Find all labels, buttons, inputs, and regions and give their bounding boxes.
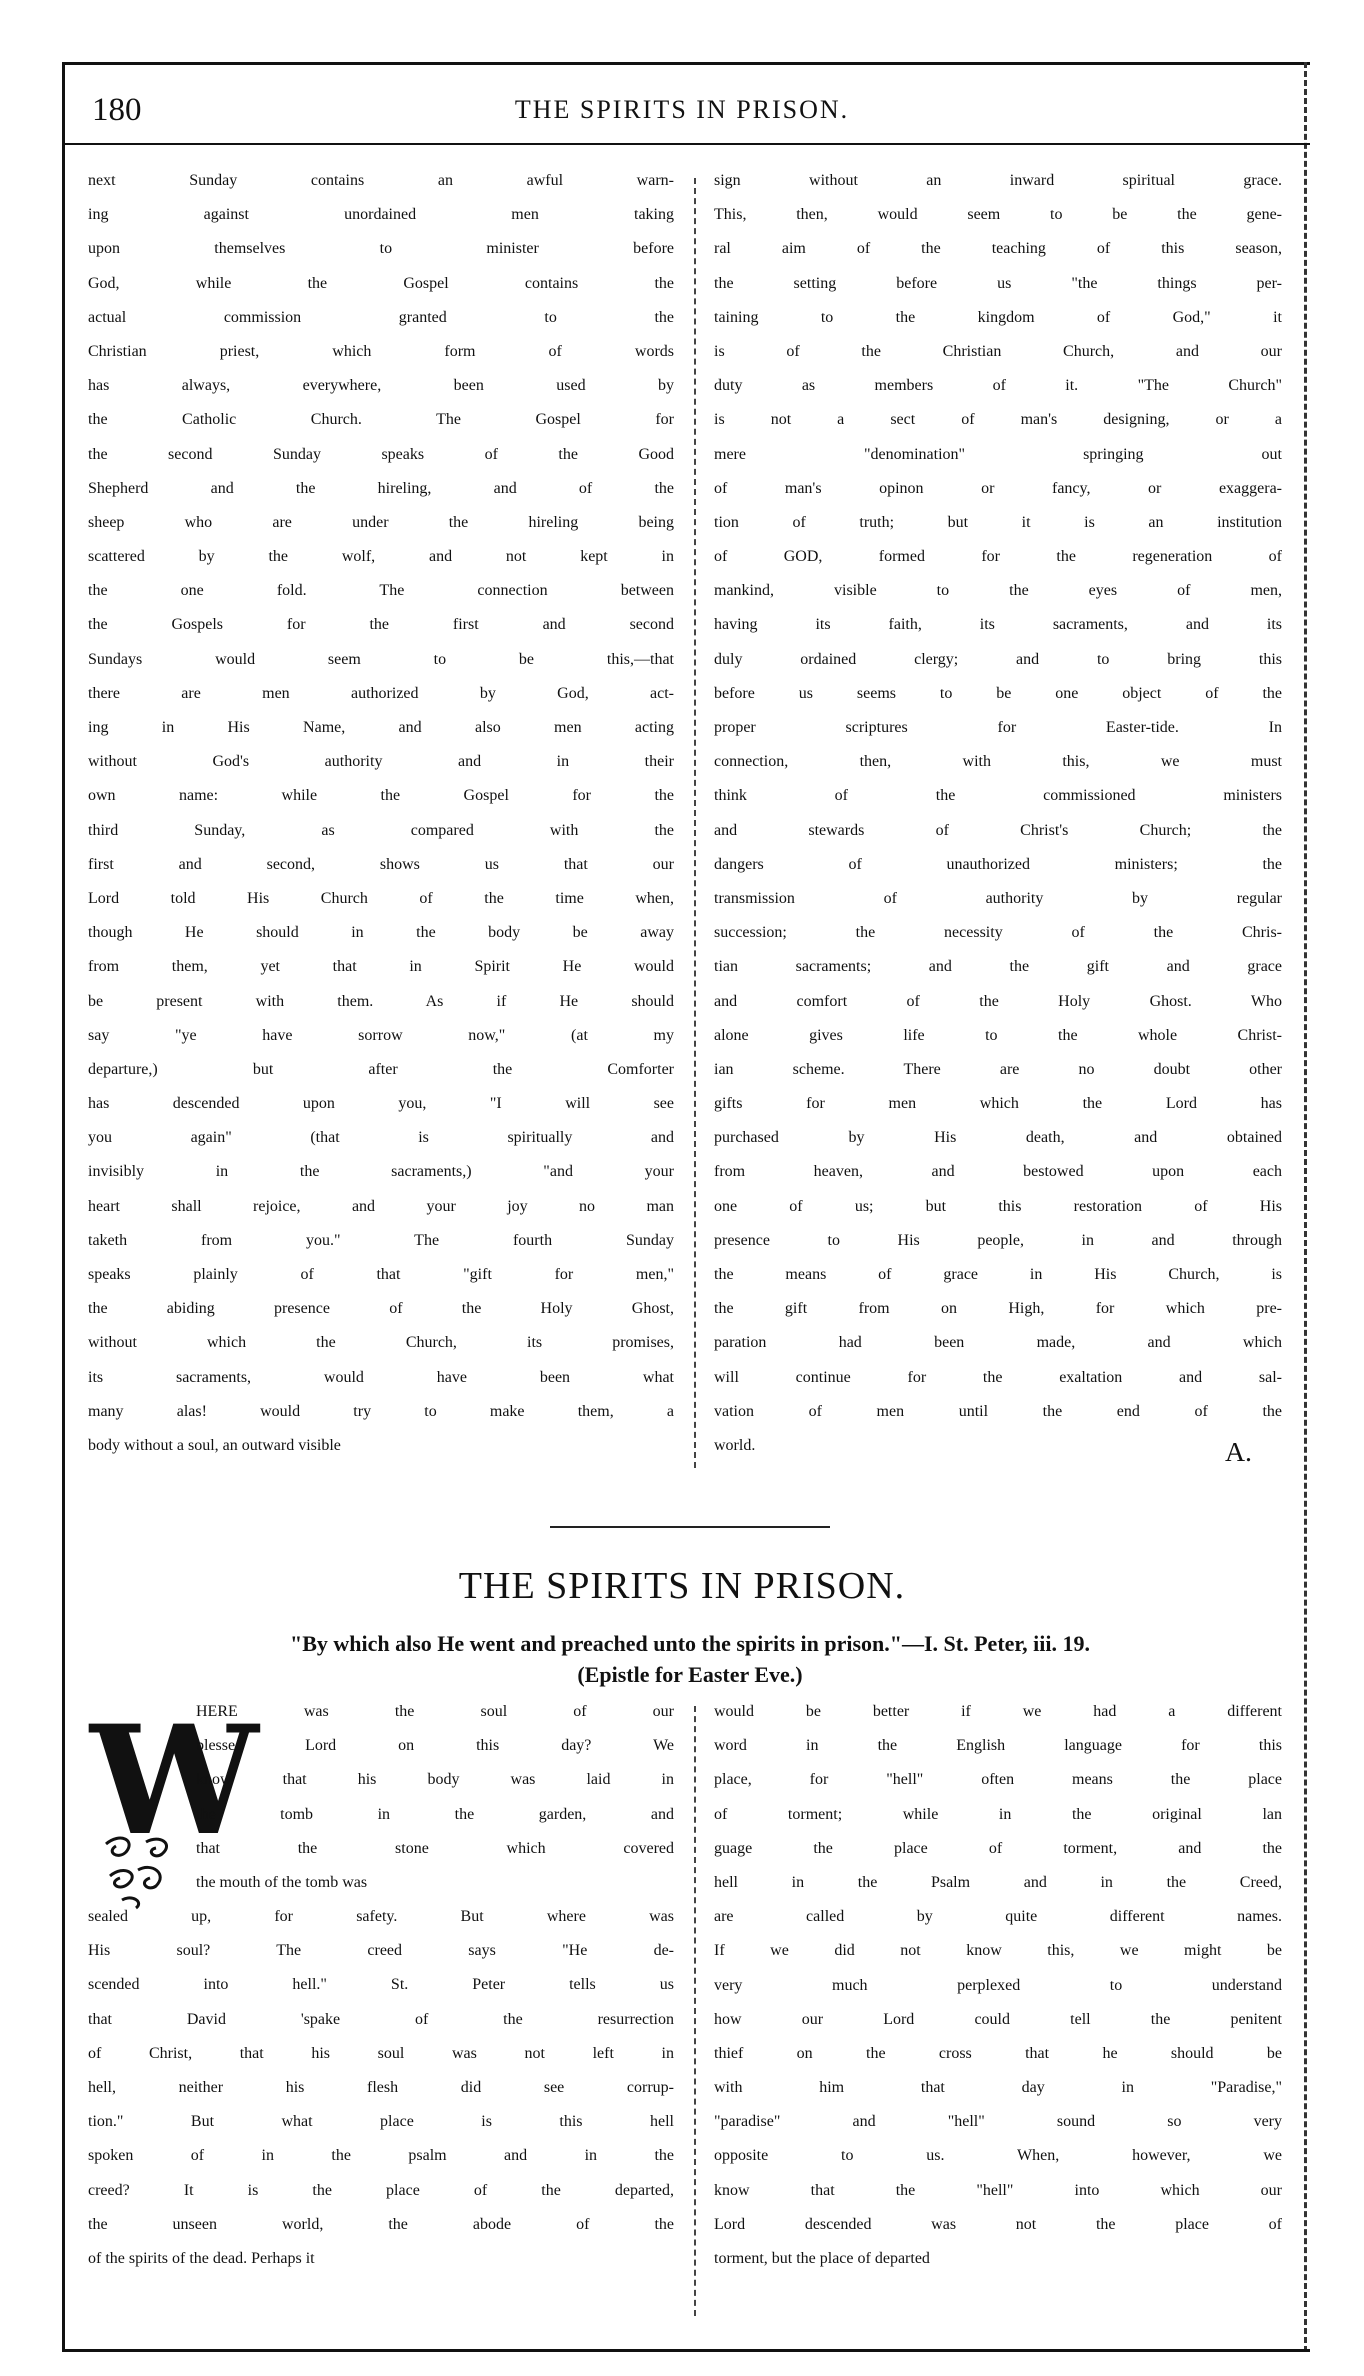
text-line: you again" (that is spiritually and (88, 1129, 674, 1147)
text-line: there are men authorized by God, act- (88, 684, 674, 702)
text-line: guage the place of torment, and the (714, 1839, 1282, 1857)
text-line: mere "denomination" springing out (714, 445, 1282, 463)
text-line: speaks plainly of that "gift for men," (88, 1266, 674, 1283)
text-line: presence to His people, in and through (714, 1231, 1282, 1249)
text-line: before us seems to be one object of the (714, 684, 1282, 702)
text-line: will continue for the exaltation and sal- (714, 1368, 1282, 1386)
text-line: of the spirits of the dead. Perhaps it (88, 2249, 315, 2267)
page-number: 180 (92, 92, 142, 128)
previous-article-right-column (714, 172, 1282, 1471)
text-line: the means of grace in His Church, is (714, 1266, 1282, 1283)
text-line: connection, then, with this, we must (714, 753, 1282, 771)
article-right-column (714, 1703, 1282, 2284)
text-line: though He should in the body be away (88, 924, 674, 942)
text-line: duty as members of it. "The Church" (714, 377, 1282, 395)
text-line: place, for "hell" often means the place (714, 1771, 1282, 1789)
text-line: how our Lord could tell the penitent (714, 2010, 1282, 2028)
text-line: scattered by the wolf, and not kept in (88, 548, 674, 566)
text-line: scended into hell." St. Peter tells us (88, 1976, 674, 1994)
text-line: first and second, shows us that our (88, 855, 674, 873)
text-line: one of us; but this restoration of His (714, 1197, 1282, 1215)
text-line: with him that day in "Paradise," (714, 2079, 1282, 2097)
text-line: having its faith, its sacraments, and its (714, 616, 1282, 634)
text-line: is not a sect of man's designing, or a (714, 411, 1282, 429)
text-line: taketh from you." The fourth Sunday (88, 1231, 674, 1249)
text-line: proper scriptures for Easter-tide. In (714, 719, 1282, 736)
text-line: tian sacraments; and the gift and grace (714, 958, 1282, 976)
epigraph-quote: "By which also He went and preached unto the spirits in prison."—I. St. Peter, iii. 19. (290, 1631, 1090, 1656)
text-line: has descended upon you, "I will see (88, 1095, 674, 1113)
text-line: gifts for men which the Lord has (714, 1095, 1282, 1113)
text-line: and comfort of the Holy Ghost. Who (714, 992, 1282, 1010)
text-line: "paradise" and "hell" sound so very (714, 2113, 1282, 2131)
text-line: blessed Lord on this day? We (196, 1737, 674, 1755)
text-line: the one fold. The connection between (88, 582, 674, 600)
text-line: ing in His Name, and also men acting (88, 719, 674, 736)
page-border-left (62, 62, 65, 2352)
drop-cap: W (90, 1693, 259, 1869)
text-line: transmission of authority by regular (714, 889, 1282, 907)
section-rule (550, 1526, 830, 1528)
article-opening-lines (196, 1703, 674, 1908)
article-left-column (88, 1908, 674, 2284)
text-line: spoken of in the psalm and in the (88, 2147, 674, 2165)
text-line: of man's opinon or fancy, or exaggera- (714, 479, 1282, 497)
text-line: actual commission granted to the (88, 308, 674, 326)
running-head: THE SPIRITS IN PRISON. (514, 95, 850, 124)
text-line: the Gospels for the first and second (88, 616, 674, 634)
text-line: If we did not know this, we might be (714, 1942, 1282, 1960)
text-line: the Catholic Church. The Gospel for (88, 411, 674, 429)
text-line: of torment; while in the original lan (714, 1805, 1282, 1823)
text-line: upon themselves to minister before (88, 240, 674, 258)
text-line: think of the commissioned ministers (714, 787, 1282, 805)
text-line: purchased by His death, and obtained (714, 1129, 1282, 1147)
text-line: the abiding presence of the Holy Ghost, (88, 1300, 674, 1318)
text-line: word in the English language for this (714, 1737, 1282, 1755)
text-line: tion." But what place is this hell (88, 2113, 674, 2131)
text-line: God, while the Gospel contains the (88, 274, 674, 292)
text-line: third Sunday, as compared with the (88, 821, 674, 839)
article-title: THE SPIRITS IN PRISON. (458, 1565, 906, 1607)
page-border-right (1304, 62, 1307, 2352)
author-signature: A. (1224, 1436, 1252, 1468)
text-line: Lord descended was not the place of (714, 2215, 1282, 2233)
drop-cap-ornament-icon (96, 1830, 180, 1910)
text-line: know that his body was laid in (196, 1771, 674, 1789)
text-line: creed? It is the place of the departed, (88, 2181, 674, 2199)
text-line: Shepherd and the hireling, and of the (88, 479, 674, 497)
text-line: invisibly in the sacraments,) "and your (88, 1163, 674, 1181)
text-line: sign without an inward spiritual grace. (714, 172, 1282, 189)
text-line: alone gives life to the whole Christ- (714, 1026, 1282, 1044)
text-line: opposite to us. When, however, we (714, 2147, 1282, 2165)
text-line: thief on the cross that he should be (714, 2044, 1282, 2062)
text-line: the second Sunday speaks of the Good (88, 445, 674, 463)
text-line: that the stone which covered (196, 1839, 674, 1857)
text-line: Lord told His Church of the time when, (88, 889, 674, 907)
page-border-top (62, 62, 1310, 65)
text-line: dangers of unauthorized ministers; the (714, 855, 1282, 873)
text-line: This, then, would seem to be the gene- (714, 206, 1282, 224)
text-line: say "ye have sorrow now," (at my (88, 1026, 674, 1044)
text-line: world. A. (714, 1436, 1252, 1468)
text-line: taining to the kingdom of God," it (714, 308, 1282, 326)
text-line: Sundays would seem to be this,—that (88, 650, 674, 668)
epigraph-source: (Epistle for Easter Eve.) (577, 1662, 803, 1687)
text-line: has always, everywhere, been used by (88, 377, 674, 395)
text-line: hell, neither his flesh did see corrup- (88, 2078, 674, 2096)
text-line: from them, yet that in Spirit He would (88, 958, 674, 976)
text-line: succession; the necessity of the Chris- (714, 924, 1282, 942)
text-line: own name: while the Gospel for the (88, 787, 674, 805)
text-line: its sacraments, would have been what (88, 1368, 674, 1386)
text-line: duly ordained clergy; and to bring this (714, 650, 1282, 668)
text-line: without God's authority and in their (88, 753, 674, 771)
text-line: ing against unordained men taking (88, 206, 674, 224)
text-line: hell in the Psalm and in the Creed, (714, 1873, 1282, 1891)
text-line: His soul? The creed says "He de- (88, 1942, 674, 1960)
text-line: the setting before us "the things per- (714, 274, 1282, 292)
text-line: would be better if we had a different (714, 1703, 1282, 1720)
text-line: mankind, visible to the eyes of men, (714, 582, 1282, 600)
text-line: next Sunday contains an awful warn- (88, 172, 674, 189)
text-line: of GOD, formed for the regeneration of (714, 548, 1282, 566)
text-line: that David 'spake of the resurrection (88, 2010, 674, 2028)
text-line: torment, but the place of departed (714, 2250, 930, 2267)
text-line: without which the Church, its promises, (88, 1334, 674, 1352)
epigraph (110, 1628, 1270, 1690)
text-line: vation of men until the end of the (714, 1402, 1282, 1420)
text-line: the gift from on High, for which pre- (714, 1300, 1282, 1318)
text-line: HERE was the soul of our (196, 1703, 674, 1720)
text-line: the tomb in the garden, and (196, 1805, 674, 1823)
text-line: be present with them. As if He should (88, 992, 674, 1010)
text-line: ian scheme. There are no doubt other (714, 1060, 1282, 1078)
text-line: tion of truth; but it is an institution (714, 513, 1282, 531)
header-rule (62, 143, 1310, 145)
text-line: many alas! would try to make them, a (88, 1402, 674, 1420)
text-line: body without a soul, an outward visible (88, 1436, 341, 1454)
previous-article-left-column (88, 172, 674, 1471)
text-line: heart shall rejoice, and your joy no man (88, 1197, 674, 1215)
text-line: are called by quite different names. (714, 1908, 1282, 1926)
text-line: Christian priest, which form of words (88, 342, 674, 360)
text-line: of Christ, that his soul was not left in (88, 2044, 674, 2062)
page-border-bottom (62, 2349, 1310, 2352)
text-line: the unseen world, the abode of the (88, 2215, 674, 2233)
text-line: departure,) but after the Comforter (88, 1060, 674, 1078)
text-line: paration had been made, and which (714, 1334, 1282, 1352)
text-line: sealed up, for safety. But where was (88, 1908, 674, 1925)
text-line: know that the "hell" into which our (714, 2181, 1282, 2199)
text-line: very much perplexed to understand (714, 1976, 1282, 1994)
column-divider-top (694, 178, 696, 1468)
text-line: the mouth of the tomb was (196, 1873, 368, 1891)
column-divider-bottom (694, 1706, 696, 2316)
text-line: ral aim of the teaching of this season, (714, 240, 1282, 258)
text-line: from heaven, and bestowed upon each (714, 1163, 1282, 1181)
text-line: is of the Christian Church, and our (714, 342, 1282, 360)
text-line: sheep who are under the hireling being (88, 513, 674, 531)
text-line: and stewards of Christ's Church; the (714, 821, 1282, 839)
